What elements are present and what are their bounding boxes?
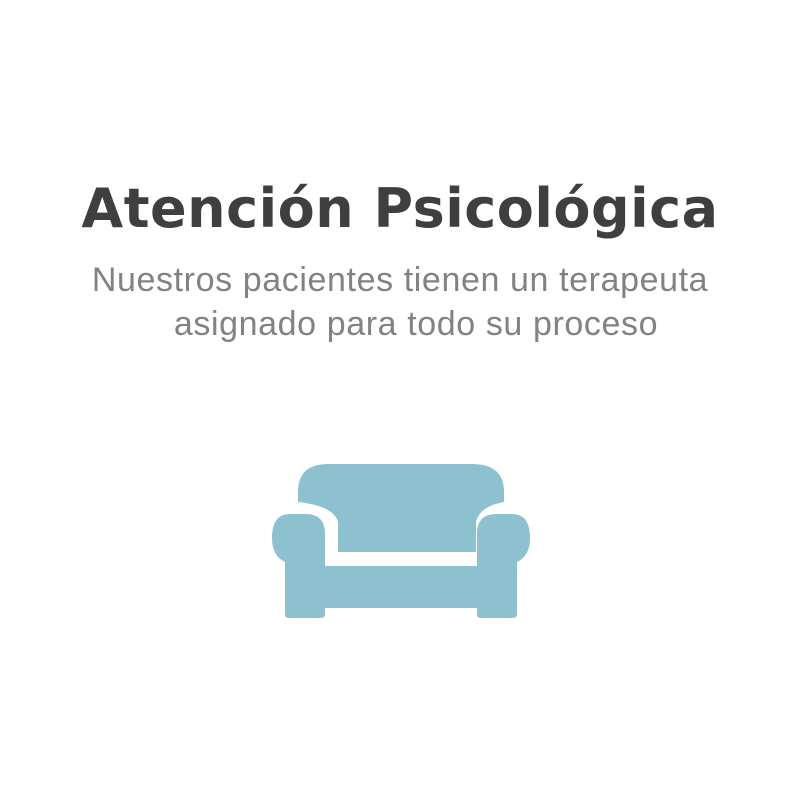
service-title: Atención Psicológica	[81, 177, 719, 240]
service-description	[0, 258, 800, 346]
sofa-icon	[270, 462, 532, 620]
service-description-line-1: Nuestros pacientes tienen un terapeuta	[91, 261, 709, 299]
service-description-line-2: asignado para todo su proceso	[173, 305, 659, 343]
